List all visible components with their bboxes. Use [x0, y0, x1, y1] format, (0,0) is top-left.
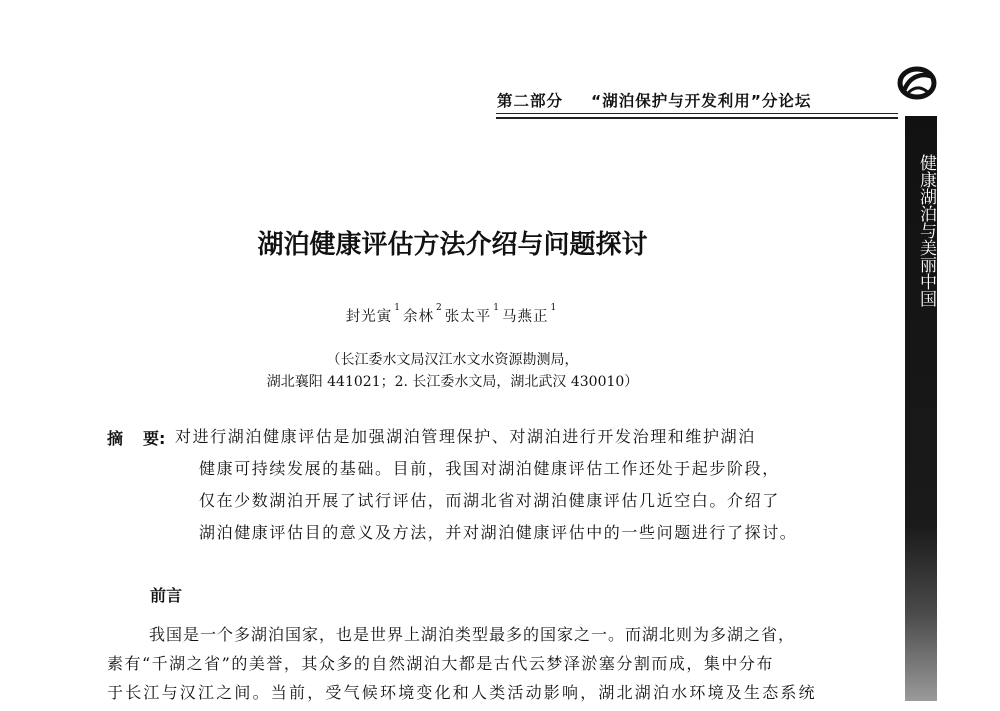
author-name: 余林 — [403, 309, 435, 325]
body-line: 我国是一个多湖泊国家，也是世界上湖泊类型最多的国家之一。而湖北则为多湖之省， — [149, 625, 796, 644]
abstract-label: 摘 要: — [107, 429, 166, 448]
affiliation-line: 湖北襄阳 441021；2. 长江委水文局，湖北武汉 430010） — [266, 374, 639, 390]
abstract-body — [175, 426, 798, 554]
header-rule-thin — [496, 113, 898, 114]
running-header — [497, 89, 811, 111]
author-name: 张太平 — [444, 309, 492, 325]
author-list — [0, 305, 905, 326]
header-part: 第二部分 — [497, 92, 564, 110]
body-line: 于长江与汉江之间。当前，受气候环境变化和人类活动影响，湖北湖泊水环境及生态系统 — [107, 683, 817, 702]
author-affiliation-mark: 1 — [550, 303, 558, 313]
section-heading: 前言 — [150, 586, 183, 605]
author-affiliation-mark: 1 — [394, 303, 402, 313]
author-affiliation-mark: 1 — [493, 303, 500, 313]
section-body — [107, 624, 897, 711]
abstract-line: 健康可持续发展的基础。目前，我国对湖泊健康评估工作还处于起步阶段， — [199, 459, 780, 478]
abstract-line: 对进行湖泊健康评估是加强湖泊管理保护、对湖泊进行开发治理和维护湖泊 — [175, 427, 756, 446]
header-rule-thick — [496, 117, 898, 119]
side-tab-label: 健康湖泊与美丽中国 — [916, 154, 936, 307]
body-line: 素有“千湖之省”的美誉，其众多的自然湖泊大都是古代云梦泽淤塞分割而成，集中分布 — [107, 654, 774, 673]
header-forum: “湖泊保护与开发利用”分论坛 — [591, 92, 812, 110]
author-affiliation-mark: 2 — [436, 303, 443, 313]
author-name: 马燕正 — [501, 309, 549, 325]
abstract-line: 湖泊健康评估目的意义及方法，并对湖泊健康评估中的一些问题进行了探讨。 — [199, 523, 798, 542]
side-tab — [905, 116, 937, 701]
affiliation-line: （长江委水文局汉江水文水资源勘测局， — [326, 352, 579, 368]
author-name: 封光寅 — [345, 309, 393, 325]
abstract-line: 仅在少数湖泊开展了试行评估，而湖北省对湖泊健康评估几近空白。介绍了 — [199, 491, 780, 510]
article-title: 湖泊健康评估方法介绍与问题探讨 — [257, 230, 648, 260]
series-logo-icon — [896, 64, 938, 102]
